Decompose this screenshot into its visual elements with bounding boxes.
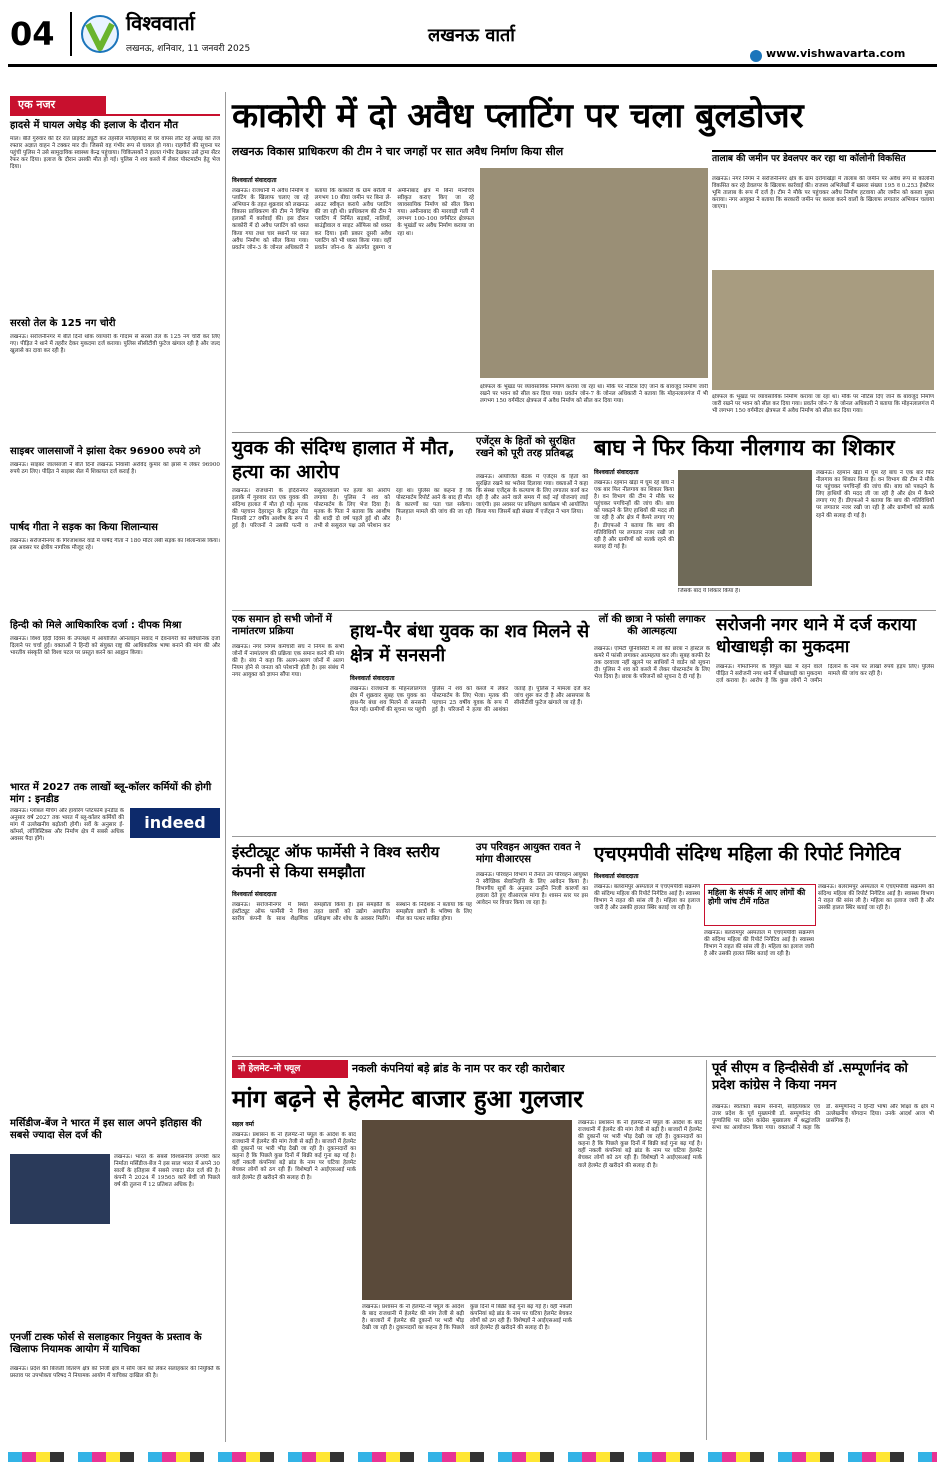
boxed-note-text: महिला के संपर्क में आए लोगों की होगी जांच टीमें गठित [708,888,806,907]
row3-b-byline: विश्ववार्ता संवाददाता [350,675,395,682]
sampurnanand-headline: पूर्व सीएम व हिन्दीसेवी डॉ .सम्पूर्णानंद को प्रदेश कांग्रेस ने किया नमन [712,1061,908,1093]
row4-c-body: लखनऊ। बलरामपुर अस्पताल में एचएमपीवी संक्रमण की संदिग्ध महिला की रिपोर्ट निगेटिव आई है। स्वास्थ्य विभाग ने राहत की सांस ली है। महिला का इलाज जारी है और उसकी हालत स्थिर बताई जा रही है। [594,884,700,912]
row-divider [232,1056,936,1057]
right-top-photo [712,270,934,390]
row3-c-headline: लॉ की छात्रा ने फांसी लगाकर की आत्महत्या [598,614,706,637]
mid-left-body: लखनऊ। राजधानी के इंदिरानगर इलाके में गुरुवार रात एक युवक की संदिग्ध हालात में मौत हो गई। मृतक की पहचान देहरादून के हरिद्वार रोड निवासी 27 वर्षीय आशीष के रूप में हुई है। परिजनों ने उसकी पत्नी व ससुरालवालों पर हत्या का आरोप लगाया है। पुलिस ने शव को पोस्टमार्टम के लिए भेज दिया है। मृतक के पिता ने बताया कि आशीष की शादी दो वर्ष पहले हुई थी और तभी से ससुराल पक्ष उसे परेशान कर रहा था। पुलिस का कहना है कि पोस्टमार्टम रिपोर्ट आने के बाद ही मौत के कारणों का पता चल सकेगा। फिलहाल मामले की जांच की जा रही है। [232,488,472,530]
row4-c-body2: लखनऊ। बलरामपुर अस्पताल में एचएमपीवी संक्रमण की संदिग्ध महिला की रिपोर्ट निगेटिव आई है। स्वास्थ्य विभाग ने राहत की सांस ली है। महिला का इलाज जारी है और उसकी हालत स्थिर बताई जा रही है। [704,930,814,958]
row3-c-body: लखनऊ। एमिटी यूनिवर्सिटी में लॉ की छात्रा ने हॉस्टल के कमरे में फांसी लगाकर आत्महत्या कर ली। सुबह काफी देर तक दरवाजा नहीं खुलने पर साथियों ने वार्डन को सूचना दी। पुलिस ने शव को कब्जे में लेकर पोस्टमार्टम के लिए भेज दिया है। छात्रा के परिजनों को सूचना दे दी गई है। [594,646,710,681]
car-launch-photo [10,1154,110,1224]
mid-left-headline: युवक की संदिग्ध हालात में मौत, हत्या का आरोप [232,437,455,483]
mid-mid-body: लखनऊ। आयोजित बैठक में एजेंट्स के हितों को सुरक्षित रखने का भरोसा दिलाया गया। वक्ताओं ने कहा कि संस्था एजेंट्स के कल्याण के लिए लगातार कार्य कर रही है और आने वाले समय में कई नई योजनाएं लाई जाएंगी। इस अवसर पर प्रशिक्षण कार्यक्रम भी आयोजित किया गया जिसमें बड़ी संख्या में एजेंट्स ने भाग लिया। [476,474,588,516]
helmet-body: लखनऊ। प्रशासन के नो हेलमेट-नो फ्यूल के आदेश के बाद राजधानी में हेलमेट की मांग तेजी से बढ़ी है। बाजारों में हेलमेट की दुकानों पर भारी भीड़ देखी जा रही है। दुकानदारों का कहना है कि पिछले कुछ दिनों में बिक्री कई गुना बढ़ गई है। वहीं नकली कंपनियां बड़े ब्रांड के नाम पर घटिया हेलमेट बेचकर लोगों को ठग रही हैं। विशेषज्ञों ने आईएसआई मार्क वाले हेलमेट ही खरीदने की सलाह दी है। [232,1132,356,1181]
row3-a-body: लखनऊ। नगर निगम कर्मचारी संघ ने निगम के सभी जोनों में नामांतरण की प्रक्रिया एक समान करने की मांग की है। संघ ने कहा कि अलग-अलग जोनों में अलग नियम होने से जनता को परेशानी होती है। इस संबंध में नगर आयुक्त को ज्ञापन सौंपा गया। [232,644,344,679]
sidebar-story-body: लखनऊ। साइबर जालसाजों ने बीते दिनों लखनऊ निवासी अरविंद कुमार को झांसे में लेकर 96900 रुपये ठग लिए। पीड़ित ने साइबर सेल में शिकायत दर्ज कराई है। [10,462,220,476]
row3-b-headline: हाथ-पैर बंधा युवक का शव मिलने से क्षेत्र में सनसनी [350,621,590,666]
masthead-rule [8,64,937,67]
sidebar [10,96,220,1441]
dateline: लखनऊ, शनिवार, 11 जनवरी 2025 [126,44,251,54]
helmet-shop-photo [362,1120,572,1300]
row4-a-body: लखनऊ। सरोजनीनगर में स्थित इंस्टीट्यूट ऑफ फार्मेसी ने विश्व स्तरीय कंपनी के साथ शैक्षणिक समझौता किया है। इस समझौते के तहत छात्रों को उद्योग आधारित प्रशिक्षण और शोध के अवसर मिलेंगे। संस्थान के निदेशक ने बताया कि यह समझौता छात्रों के भविष्य के लिए मील का पत्थर साबित होगा। [232,902,472,923]
row4-a-headline: इंस्टीट्यूट ऑफ फार्मेसी ने विश्व स्तरीय कंपनी से किया समझौता [232,843,440,881]
sidebar-story-head: हिन्दी को मिले आधिकारिक दर्जा : दीपक मिश्रा [10,620,182,631]
row3-d-body: लखनऊ। गोमतीनगर के विपुल खंड में रहने वाले पीड़ित ने सरोजनी नगर थाने में धोखाधड़ी का मुकदमा दर्ज कराया है। आरोप है कि कुछ लोगों ने जमीन दिलाने के नाम पर लाखों रुपये हड़प लिए। पुलिस मामले की जांच कर रही है। [716,664,934,685]
sidebar-tag: एक नजर [10,96,106,114]
row3-a-headline: एक समान हो सभी जोनों में नामांतरण प्रक्रिया [232,614,332,637]
mid-right-body: लखनऊ। रहमान खेड़ा में घूम रहे बाघ ने एक बार फिर नीलगाय का शिकार किया है। वन विभाग की टीम ने मौके पर पहुंचकर पगचिन्हों की जांच की। बाघ को पकड़ने के लिए हाथियों की मदद ली जा रही है और क्षेत्र में कैमरे लगाए गए हैं। डीएफओ ने बताया कि बाघ की गतिविधियों पर लगातार नजर रखी जा रही है और ग्रामीणों को सतर्क रहने की सलाह दी गई है। [594,480,674,550]
sidebar-story-body: माल। बीते गुरुवार की देर रात प्राइवेट ड्यूटी कर तहसील मलिहाबाद से घर वापस लौट रहे अधेड़ को तेज रफ्तार अज्ञात वाहन ने टक्कर मार दी। जिससे वह गंभीर रूप से घायल हो गया। राहगीरों की सूचना पर पहुंची पुलिस ने उसे सामुदायिक स्वास्थ्य केन्द्र पहुंचाया। चिकित्सकों ने हालत गंभीर देखकर उसे ट्रामा सेंटर रेफर कर दिया। इलाज के दौरान उसकी मौत हो गई। पुलिस ने शव कब्जे में लेकर पोस्टमार्टम हेतु भेज दिया। [10,136,220,171]
sidebar-story-body: लखनऊ। प्रदेश की बिजली वितरण क्षेत्र को निजी क्षेत्र में सौंपे जाने को लेकर सलाहकार की नियुक्ति के प्रस्ताव पर उपभोक्ता परिषद ने नियामक आयोग में याचिका दाखिल की है। [10,1366,220,1380]
sidebar-tag-rule [10,114,220,116]
row4-c-byline: विश्ववार्ता संवाददाता [594,873,639,880]
sidebar-story-head: एनर्जी टास्क फोर्स से सलाहकार नियुक्त के प्रस्ताव के खिलाफ नियामक आयोग में याचिका [10,1332,202,1355]
col-divider [706,1060,707,1440]
paper-name: विश्ववार्ता [126,11,195,35]
sidebar-story-head: सरसो तेल के 125 नग चोरी [10,318,116,329]
row-divider [232,610,936,611]
sidebar-story-body: लखनऊ। विश्व हिंदी दिवस के उपलक्ष्य में आयोजित ऑनलाइन संवाद में देवनागरी को संवैधानिक दर्जा दिलाने पर चर्चा हुई। वक्ताओं ने हिन्दी को संयुक्त राष्ट्र की आधिकारिक भाषा बनाने की मांग की और भारतीय संस्कृति को विश्व पटल पर प्रस्तुत करने का आह्वान किया। [10,636,220,657]
row-divider [232,432,936,433]
sidebar-story-body: लखनऊ। सरोजनीनगर के गिरजाशंकर वार्ड में पार्षद गीता ने 180 मीटर लंबी सड़क का शिलान्यास किया। इस अवसर पर क्षेत्रीय नागरिक मौजूद रहे। [10,538,220,552]
helmet-tag-headline: नकली कंपनियां बड़े ब्रांड के नाम पर कर रही कारोबार [352,1062,565,1075]
sidebar-story-head: हादसे में घायल अधेड़ की इलाज के दौरान मौत [10,120,179,131]
sidebar-story-body: लखनऊ। ग्लोबल मैचिंग और हायरिंग प्लेटफॉर्म इनडीड के अनुसार वर्ष 2027 तक भारत में ब्लू-कॉलर कर्मियों की मांग में उल्लेखनीय बढ़ोतरी होगी। सर्वे के अनुसार ई-कॉमर्स, लॉजिस्टिक्स और निर्माण क्षेत्र में सबसे अधिक अवसर पैदा होंगे। [10,808,124,843]
masthead [8,8,937,60]
row4-c-headline: एचएमपीवी संदिग्ध महिला की रिपोर्ट निगेटिव [594,843,901,865]
mid-right-headline: बाघ ने फिर किया नीलगाय का शिकार [594,436,895,461]
lead-body-cont: क्षेत्रफल के भूखंड पर व्यावसायिक निर्माण कराया जा रहा था। मौके पर नोटिस दिए जाने के बावजूद निर्माण जारी रखने पर भवन को सील कर दिया गया। प्रवर्तन जोन-7 के जोनल अधिकारी ने बताया कि मोहनलालगंज में भी लगभग 150 वर्गमीटर क्षेत्रफल में अवैध निर्माण को सील कर दिया गया। [480,384,708,405]
sidebar-story-head: मर्सिडीज-बेंज ने भारत में इस साल अपने इतिहास की सबसे ज्यादा सेल दर्ज की [10,1118,202,1141]
page-number-divider [70,12,72,56]
helmet-body2: लखनऊ। प्रशासन के नो हेलमेट-नो फ्यूल के आदेश के बाद राजधानी में हेलमेट की मांग तेजी से बढ़ी है। बाजारों में हेलमेट की दुकानों पर भारी भीड़ देखी जा रही है। दुकानदारों का कहना है कि पिछले कुछ दिनों में बिक्री कई गुना बढ़ गई है। वहीं नकली कंपनियां बड़े ब्रांड के नाम पर घटिया हेलमेट बेचकर लोगों को ठग रही हैं। विशेषज्ञों ने आईएसआई मार्क वाले हेलमेट ही खरीदने की सलाह दी है। [362,1304,572,1332]
sidebar-story-head: साइबर जालसाजों ने झांसा देकर 96900 रुपये ठगे [10,446,201,457]
mid-right-body2: लखनऊ। रहमान खेड़ा में घूम रहे बाघ ने एक बार फिर नीलगाय का शिकार किया है। वन विभाग की टीम ने मौके पर पहुंचकर पगचिन्हों की जांच की। बाघ को पकड़ने के लिए हाथियों की मदद ली जा रही है और क्षेत्र में कैमरे लगाए गए हैं। डीएफओ ने बताया कि बाघ की गतिविधियों पर लगातार नजर रखी जा रही है और ग्रामीणों को सतर्क रहने की सलाह दी गई है। [816,470,934,519]
row3-b-body: लखनऊ। राजधानी के मोहनलालगंज क्षेत्र में शुक्रवार सुबह एक युवक का हाथ-पैर बंधा शव मिलने से सनसनी फैल गई। ग्रामीणों की सूचना पर पहुंची पुलिस ने शव को कब्जे में लेकर पोस्टमार्टम के लिए भेजा। मृतक की पहचान 25 वर्षीय युवक के रूप में हुई है। परिजनों ने हत्या की आशंका जताई है। पुलिस ने मामला दर्ज कर जांच शुरू कर दी है और आसपास के सीसीटीवी फुटेज खंगाले जा रहे हैं। [350,686,590,714]
row4-c-body3: लखनऊ। बलरामपुर अस्पताल में एचएमपीवी संक्रमण की संदिग्ध महिला की रिपोर्ट निगेटिव आई है। स्वास्थ्य विभाग ने राहत की सांस ली है। महिला का इलाज जारी है और उसकी हालत स्थिर बताई जा रही है। [818,884,934,912]
indeed-logo: indeed [130,808,220,838]
lead-body: लखनऊ। राजधानी में अवैध निर्माण व प्लाटिंग के खिलाफ चलाए जा रहे अभियान के तहत शुक्रवार को लखनऊ विकास प्राधिकरण की टीम ने विभिन्न इलाकों में कार्रवाई की। इस दौरान काकोरी में दो अवैध प्लाटिंग को ध्वस्त किया गया तथा चार स्थानों पर सात अवैध निर्माण को सील किया गया। प्रवर्तन जोन-3 के जोनल अधिकारी ने बताया कि काकोरी के ग्राम बरौली में लगभग 10 बीघा जमीन पर बिना ले-आउट स्वीकृत कराये अवैध प्लाटिंग की जा रही थी। प्राधिकरण की टीम ने प्लाटिंग में निर्मित सड़कों, नालियों, बाउंड्रीवाल व साइट ऑफिस को ध्वस्त कर दिया। इसी प्रकार दूसरी अवैध प्लाटिंग को भी ध्वस्त किया गया। वहीं प्रवर्तन जोन-6 के अंतर्गत दुबग्गा व अमीनाबाद क्षेत्र में बिना मानचित्र स्वीकृत कराए किए जा रहे व्यावसायिक निर्माण को सील किया गया। अमीनाबाद की मारवाड़ी गली में लगभग 100-100 वर्गमीटर क्षेत्रफल के भूखंडों पर अवैध निर्माण कराया जा रहा था। [232,188,474,251]
right-top-headline: तालाब की जमीन पर डेवलपर कर रहा था कॉलोनी विकसित [712,150,936,164]
helmet-body3: लखनऊ। प्रशासन के नो हेलमेट-नो फ्यूल के आदेश के बाद राजधानी में हेलमेट की मांग तेजी से बढ़ी है। बाजारों में हेलमेट की दुकानों पर भारी भीड़ देखी जा रही है। दुकानदारों का कहना है कि पिछले कुछ दिनों में बिक्री कई गुना बढ़ गई है। वहीं नकली कंपनियां बड़े ब्रांड के नाम पर घटिया हेलमेट बेचकर लोगों को ठग रही हैं। विशेषज्ञों ने आईएसआई मार्क वाले हेलमेट ही खरीदने की सलाह दी है। [578,1120,702,1169]
registration-strip [8,1452,937,1462]
row-divider [232,836,936,837]
row4-b-headline: उप परिवहन आयुक्त रावत ने मांगा वीआरएस [476,842,581,865]
row4-b-body: लखनऊ। परिवहन विभाग में तैनात उप परिवहन आयुक्त ने स्वैच्छिक सेवानिवृत्ति के लिए आवेदन किया है। विभागीय सूत्रों के अनुसार उन्होंने निजी कारणों का हवाला देते हुए वीआरएस मांगा है। शासन स्तर पर इस आवेदन पर विचार किया जा रहा है। [476,872,588,907]
globe-v-logo-icon [80,14,120,54]
sidebar-story-body: लखनऊ। सरोजनीनगर में बीते दिनों थोक व्यापारी के गोदाम से सरसो तेल के 125 नग चोरी कर लिए गए। पीड़ित ने थाने में तहरीर देकर मुकदमा दर्ज कराया। पुलिस सीसीटीवी फुटेज खंगाल रही है और जल्द खुलासे का दावा कर रही है। [10,334,220,355]
row3-d-headline: सरोजनी नगर थाने में दर्ज कराया धोखाधड़ी का मुकदमा [716,615,917,657]
helmet-byline: सहल वर्मा [232,1121,254,1128]
sidebar-story-body: लखनऊ। भारत के सबसे विश्वसनीय लग्जरी कार निर्माता मर्सिडीज-बेंज ने इस साल भारत में अपने 30 सालों के इतिहास में सबसे ज्यादा सेल दर्ज की है। कंपनी ने 2024 में 19565 कारें बेचीं जो पिछले वर्ष की तुलना में 12 प्रतिशत अधिक है। [114,1154,220,1189]
elephant-photo-caption: जिसके बाद ये शिकार किया है। [678,588,741,594]
website-icon [750,50,762,62]
sidebar-story-head: भारत में 2027 तक लाखों ब्लू-कॉलर कर्मियों की होगी मांग : इनडीड [10,782,212,805]
sidebar-story-head: पार्षद गीता ने सड़क का किया शिलान्यास [10,522,158,533]
right-top-body: लखनऊ। नगर निगम ने सरोजनीनगर क्षेत्र के ग्राम दरोगाखेड़ा में तालाब की जमीन पर अवैध रूप से कॉलोनी विकसित कर रहे डेवलपर के खिलाफ कार्रवाई की। राजस्व अभिलेखों में खसरा संख्या 195 व 0.253 हेक्टेयर भूमि तालाब के रूप में दर्ज है। टीम ने मौके पर पहुंचकर अवैध निर्माण हटवाया और जमीन को कब्जा मुक्त कराया। नगर आयुक्त ने बताया कि सरकारी जमीन पर कब्जा करने वालों के खिलाफ लगातार अभियान चलाया जाएगा। [712,176,934,211]
lead-bulldozer-photo [480,168,708,378]
page-number: 04 [10,15,55,53]
elephant-photo [678,470,812,586]
sidebar-divider [225,92,226,1442]
helmet-headline: मांग बढ़ने से हेलमेट बाजार हुआ गुलजार [232,1085,584,1113]
lead-headline: काकोरी में दो अवैध प्लाटिंग पर चला बुलडोजर [232,96,804,136]
lead-subhead: लखनऊ विकास प्राधिकरण की टीम ने चार जगहों पर सात अवैध निर्माण किया सील [232,145,564,158]
row4-a-byline: विश्ववार्ता संवाददाता [232,891,277,898]
website-link[interactable]: www.vishwavarta.com [766,47,906,60]
section-title: लखनऊ वार्ता [428,25,515,46]
helmet-tag: नो हेलमेट–नो फ्यूल [232,1060,348,1078]
row4-c-boxed-note [704,884,816,926]
lead-byline: विश्ववार्ता संवाददाता [232,177,277,184]
mid-right-byline: विश्ववार्ता संवाददाता [594,469,639,476]
mid-mid-headline: एजेंट्स के हितों को सुरक्षित रखने को पूरी तरह प्रतिबद्ध [476,436,576,459]
sampurnanand-body: लखनऊ। स्वतंत्रता संग्राम सेनानी, साहित्यकार एवं उत्तर प्रदेश के पूर्व मुख्यमंत्री डॉ. सम्पूर्णानंद की पुण्यतिथि पर प्रदेश कांग्रेस मुख्यालय में श्रद्धांजलि सभा का आयोजन किया गया। वक्ताओं ने कहा कि डॉ. सम्पूर्णानंद ने हिन्दी भाषा और शिक्षा के क्षेत्र में उल्लेखनीय योगदान दिया। उनके आदर्श आज भी प्रासंगिक हैं। [712,1104,934,1132]
right-top-body2: क्षेत्रफल के भूखंड पर व्यावसायिक निर्माण कराया जा रहा था। मौके पर नोटिस दिए जाने के बावजूद निर्माण जारी रखने पर भवन को सील कर दिया गया। प्रवर्तन जोन-7 के जोनल अधिकारी ने बताया कि मोहनलालगंज में भी लगभग 150 वर्गमीटर क्षेत्रफल में अवैध निर्माण को सील कर दिया गया। [712,394,934,415]
